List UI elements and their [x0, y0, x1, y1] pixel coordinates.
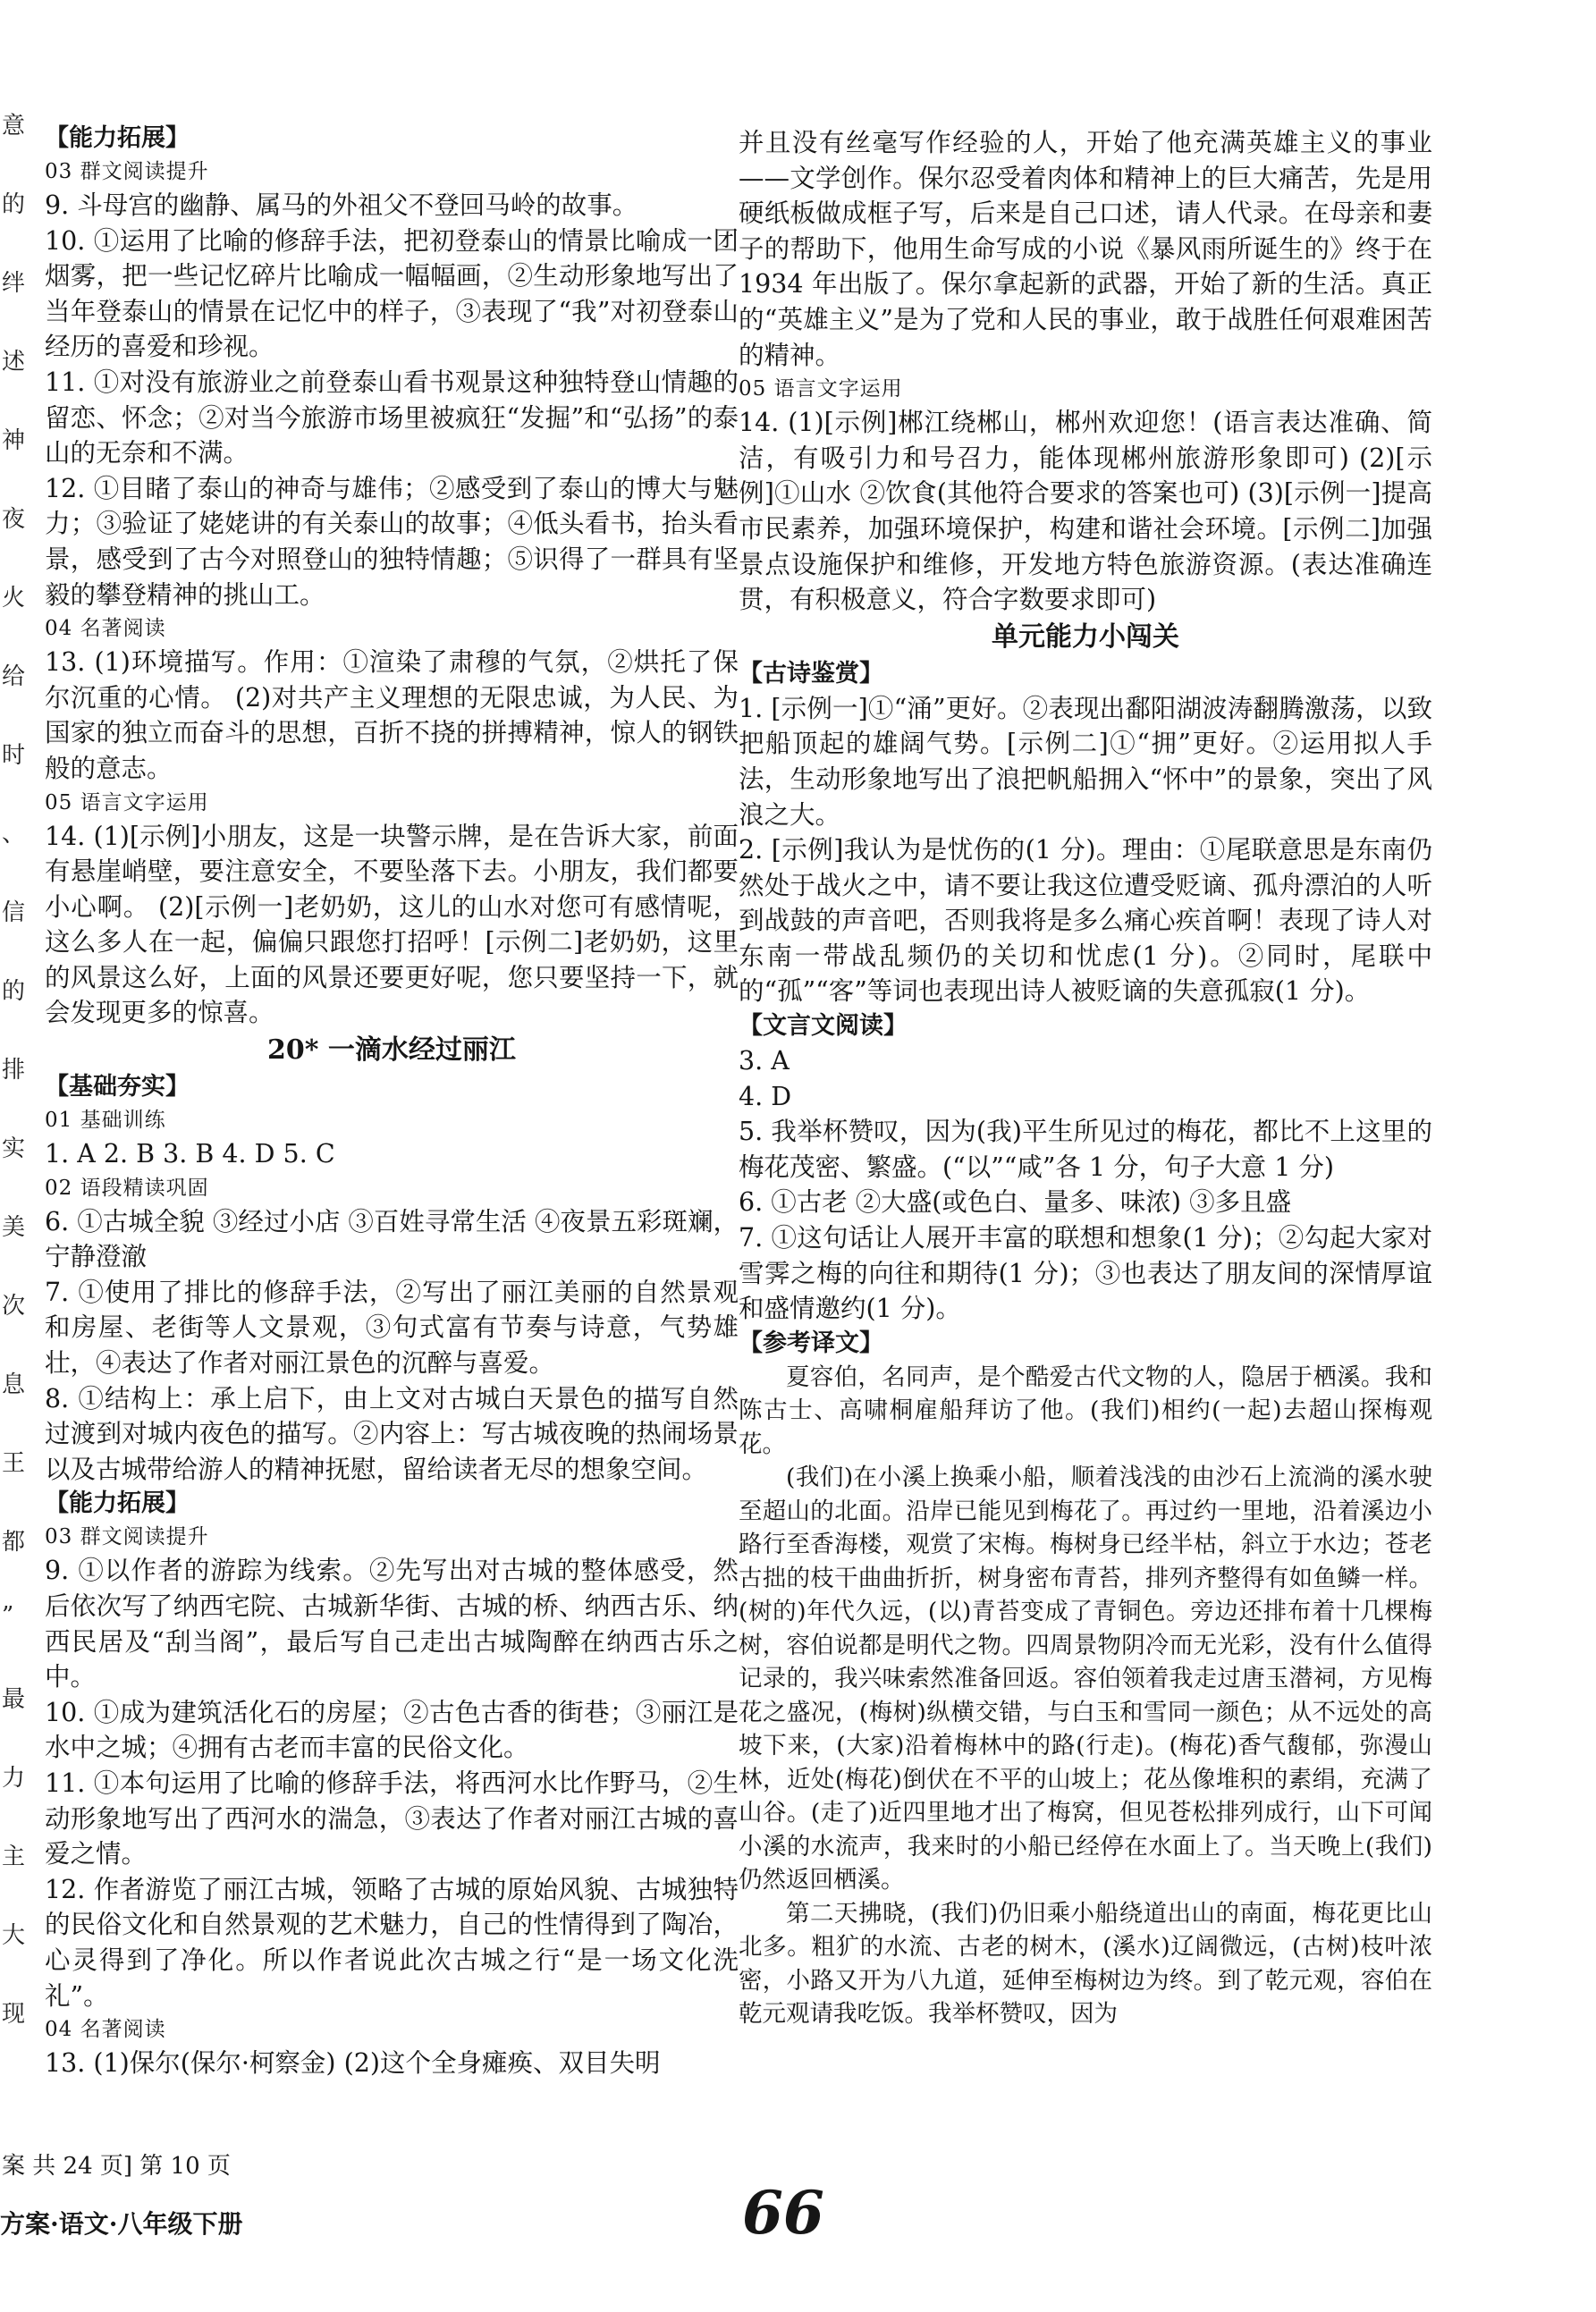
- footer-book-title: 方案·语文·八年级下册: [0, 2209, 243, 2239]
- section-heading: 【能力拓展】: [45, 124, 190, 152]
- section-heading: 【参考译文】: [739, 1329, 883, 1357]
- page-number: 66: [742, 2178, 824, 2248]
- answer-paragraph: 5. 我举杯赞叹，因为(我)平生所见过的梅花，都比不上这里的梅花茂密、繁盛。(“以”“咸”各 1 分，句子大意 1 分): [739, 1117, 1432, 1182]
- section-heading: 【古诗鉴赏】: [739, 659, 883, 688]
- right-column: [739, 125, 1432, 2031]
- translation-paragraph: 夏容伯，名同声，是个酷爱古代文物的人，隐居于栖溪。我和陈古士、高啸桐雇船拜访了他。(我们)相约(一起)去超山探梅观花。: [739, 1363, 1432, 1458]
- answer-paragraph: 7. ①使用了排比的修辞手法，②写出了丽江美丽的自然景观和房屋、老街等人文景观，③句式富有节奏与诗意，气势雄壮，④表达了作者对丽江景色的沉醉与喜爱。: [45, 1277, 739, 1379]
- answer-paragraph: 1. [示例一]①“涌”更好。②表现出鄱阳湖波涛翻腾激荡，以致把船顶起的雄阔气势。[示例二]①“拥”更好。②运用拟人手法，生动形象地写出了浪把帆船拥入“怀中”的景象，突出了风浪之大。: [739, 693, 1432, 830]
- margin-char: 主: [2, 1844, 26, 1870]
- translation-paragraph: 第二天拂晓，(我们)仍旧乘小船绕道出山的南面，梅花更比山北多。粗犷的水流、古老的树木，(溪水)辽阔微远，(古树)枝叶浓密，小路又开为八九道，延伸至梅树边为终。到了乾元观，容伯在乾元观请我吃饭。我举杯赞叹，因为: [739, 1899, 1432, 2029]
- margin-char: ”: [2, 1602, 14, 1629]
- answer-paragraph: 并且没有丝毫写作经验的人，开始了他充满英雄主义的事业——文学创作。保尔忍受着肉体和精神上的巨大痛苦，先是用硬纸板做成框子写，后来是自己口述，请人代录。在母亲和妻子的帮助下，他用生命写成的小说《暴风雨所诞生的》终于在 1934 年出版了。保尔拿起新的武器，开始了新的生活。真正的“英雄主义”是为了党和人民的事业，敢于战胜任何艰难困苦的精神。: [739, 128, 1432, 370]
- answer-paragraph: 3. A: [739, 1046, 790, 1076]
- answer-paragraph: 8. ①结构上：承上启下，由上文对古城白天景色的描写自然过渡到对城内夜色的描写。②内容上：写古城夜晚的热闹场景以及古城带给游人的精神抚慰，留给读者无尽的想象空间。: [45, 1383, 739, 1484]
- margin-char: 火: [2, 585, 26, 612]
- answer-paragraph: 10. ①成为建筑活化石的房屋；②古色古香的街巷；③丽江是水中之城；④拥有古老而丰富的民俗文化。: [45, 1697, 739, 1763]
- answer-paragraph: 12. ①目睹了泰山的神奇与雄伟；②感受到了泰山的博大与魅力；③验证了姥姥讲的有关泰山的故事；④低头看书，抬头看景，感受到了古今对照登山的独特情趣；⑤识得了一群具有坚毅的攀登精神的挑山工。: [45, 473, 739, 610]
- margin-char: 力: [2, 1765, 26, 1792]
- left-column: [45, 122, 739, 2081]
- margin-char: 的: [2, 978, 26, 1005]
- subsection-label: 03 群文阅读提升: [45, 160, 209, 183]
- subsection-label: 05 语言文字运用: [45, 790, 209, 814]
- answer-paragraph: 10. ①运用了比喻的修辞手法，把初登泰山的情景比喻成一团烟雾，把一些记忆碎片比喻成一幅幅画，②生动形象地写出了当年登泰山的情景在记忆中的样子，③表现了“我”对初登泰山经历的喜爱和珍视。: [45, 225, 739, 362]
- answer-paragraph: 11. ①对没有旅游业之前登泰山看书观景这种独特登山情趣的留恋、怀念；②对当今旅游市场里被疯狂“发掘”和“弘扬”的泰山的无奈和不满。: [45, 367, 739, 468]
- margin-char: 都: [2, 1529, 26, 1556]
- left-edge-cropped-text: [0, 107, 30, 2119]
- answer-paragraph: 7. ①这句话让人展开丰富的联想和想象(1 分)；②勾起大家对雪霁之梅的向往和期待(1 分)；③也表达了朋友间的深情厚谊和盛情邀约(1 分)。: [739, 1223, 1432, 1324]
- margin-char: 时: [2, 742, 26, 769]
- answer-paragraph: 9. ①以作者的游踪为线索。②先写出对古城的整体感受，然后依次写了纳西宅院、古城新华街、古城的桥、纳西古乐、纳西民居及“刮当阁”，最后写自己走出古城陶醉在纳西古乐之中。: [45, 1556, 739, 1692]
- margin-char: 王: [2, 1450, 26, 1477]
- margin-char: 大: [2, 1922, 26, 1949]
- answer-paragraph: 14. (1)[示例]郴江绕郴山，郴州欢迎您！(语言表达准确、简洁，有吸引力和号召力，能体现郴州旅游形象即可) (2)[示例]①山水 ②饮食(其他符合要求的答案也可) (3)[示例一]提高市民素养，加强环境保护，构建和谐社会环境。[示例二]加强景点设施保护和维修，开发地方特色旅游资源。(表达准确连贯，有积极意义，符合字数要求即可): [739, 408, 1432, 615]
- margin-char: 述: [2, 349, 26, 375]
- chapter-title: 单元能力小闯关: [992, 620, 1179, 653]
- translation-paragraph: (我们)在小溪上换乘小船，顺着浅浅的由沙石上流淌的溪水驶至超山的北面。沿岸已能见到梅花了。再过约一里地，沿着溪边小路行至香海楼，观赏了宋梅。梅树身已经半枯，斜立于水边；苍老古拙的枝干曲曲折折，树身密布青苔，排列齐整得有如鱼鳞一样。(树的)年代久远，(以)青苔变成了青铜色。旁边还排布着十几棵梅树，容伯说都是明代之物。四周景物阴冷而无光彩，没有什么值得记录的，我兴味索然准备回返。容伯领着我走过唐玉潜祠，方见梅花之盛况，(梅树)纵横交错，与白玉和雪同一颜色；从不远处的高坡下来，(大家)沿着梅林中的路(行走)。(梅花)香气馥郁，弥漫山林，近处(梅花)倒伏在不平的山坡上；花丛像堆积的素绢，充满了山谷。(走了)近四里地才出了梅窝，但见苍松排列成行，山下可闻小溪的水流声，我来时的小船已经停在水面上了。当天晚上(我们)仍然返回栖溪。: [739, 1464, 1432, 1894]
- margin-char: 排: [2, 1057, 26, 1084]
- margin-char: 、: [2, 821, 26, 848]
- answer-paragraph: 6. ①古城全貌 ③经过小店 ③百姓寻常生活 ④夜景五彩斑斓，宁静澄澈: [45, 1206, 739, 1272]
- answer-paragraph: 13. (1)保尔(保尔·柯察金) (2)这个全身瘫痪、双目失明: [45, 2048, 661, 2079]
- answer-paragraph: 14. (1)[示例]小朋友，这是一块警示牌，是在告诉大家，前面有悬崖峭壁，要注意安全，不要坠落下去。小朋友，我们都要小心啊。 (2)[示例一]老奶奶，这儿的山水对您可有感情呢，这么多人在一起，偏偏只跟您打招呼！[示例二]老奶奶，这里的风景这么好，上面的风景还要更好呢，您只要坚持一下，就会发现更多的惊喜。: [45, 821, 739, 1028]
- margin-char: 最: [2, 1686, 26, 1713]
- section-heading: 【能力拓展】: [45, 1489, 190, 1518]
- subsection-label: 02 语段精读巩固: [45, 1176, 209, 1200]
- margin-char: 夜: [2, 506, 26, 533]
- answer-paragraph: 11. ①本句运用了比喻的修辞手法，将西河水比作野马，②生动形象地写出了西河水的湍急，③表达了作者对丽江古城的喜爱之情。: [45, 1768, 739, 1869]
- footer-page-info: 案 共 24 页] 第 10 页: [2, 2153, 231, 2180]
- section-heading: 【基础夯实】: [45, 1073, 190, 1101]
- subsection-label: 04 名著阅读: [45, 617, 166, 641]
- answer-paragraph: 13. (1)环境描写。作用：①渲染了肃穆的气氛，②烘托了保尔沉重的心情。 (2)对共产主义理想的无限忠诚，为人民、为国家的独立而奋斗的思想，百折不挠的拼搏精神，惊人的钢铁般的意志。: [45, 647, 739, 783]
- margin-char: 实: [2, 1135, 26, 1162]
- margin-char: 意: [2, 113, 26, 139]
- margin-char: 给: [2, 663, 26, 690]
- subsection-label: 03 群文阅读提升: [45, 1525, 209, 1549]
- subsection-label: 04 名著阅读: [45, 2018, 166, 2042]
- margin-char: 神: [2, 427, 26, 454]
- answer-paragraph: 1. A 2. B 3. B 4. D 5. C: [45, 1139, 335, 1169]
- margin-char: 的: [2, 191, 26, 218]
- subsection-label: 05 语言文字运用: [739, 377, 903, 401]
- chapter-title: 20* 一滴水经过丽江: [267, 1034, 516, 1067]
- answer-paragraph: 2. [示例]我认为是忧伤的(1 分)。理由：①尾联意思是东南仍然处于战火之中，请不要让我这位遭受贬谪、孤舟漂泊的人听到战鼓的声音吧，否则我将是多么痛心疾首啊！表现了诗人对东南一带战乱频仍的关切和忧虑(1 分)。②同时，尾联中的“孤”“客”等词也表现出诗人被贬谪的失意孤寂(1 分)。: [739, 835, 1432, 1007]
- margin-char: 信: [2, 899, 26, 926]
- section-heading: 【文言文阅读】: [739, 1012, 908, 1041]
- margin-char: 息: [2, 1371, 26, 1398]
- margin-char: 美: [2, 1214, 26, 1241]
- subsection-label: 01 基础训练: [45, 1109, 166, 1133]
- margin-char: 现: [2, 2001, 26, 2028]
- answer-paragraph: 4. D: [739, 1081, 792, 1111]
- margin-char: 次: [2, 1293, 26, 1320]
- answer-paragraph: 12. 作者游览了丽江古城，领略了古城的原始风貌、古城独特的民俗文化和自然景观的艺术魅力，自己的性情得到了陶冶，心灵得到了净化。所以作者说此次古城之行“是一场文化洗礼”。: [45, 1874, 739, 2011]
- page-footer: [0, 2146, 1596, 2312]
- answer-paragraph: 6. ①古老 ②大盛(或色白、量多、味浓) ③多且盛: [739, 1187, 1292, 1218]
- answer-paragraph: 9. 斗母宫的幽静、属马的外祖父不登回马岭的故事。: [45, 190, 638, 220]
- margin-char: 绊: [2, 270, 26, 297]
